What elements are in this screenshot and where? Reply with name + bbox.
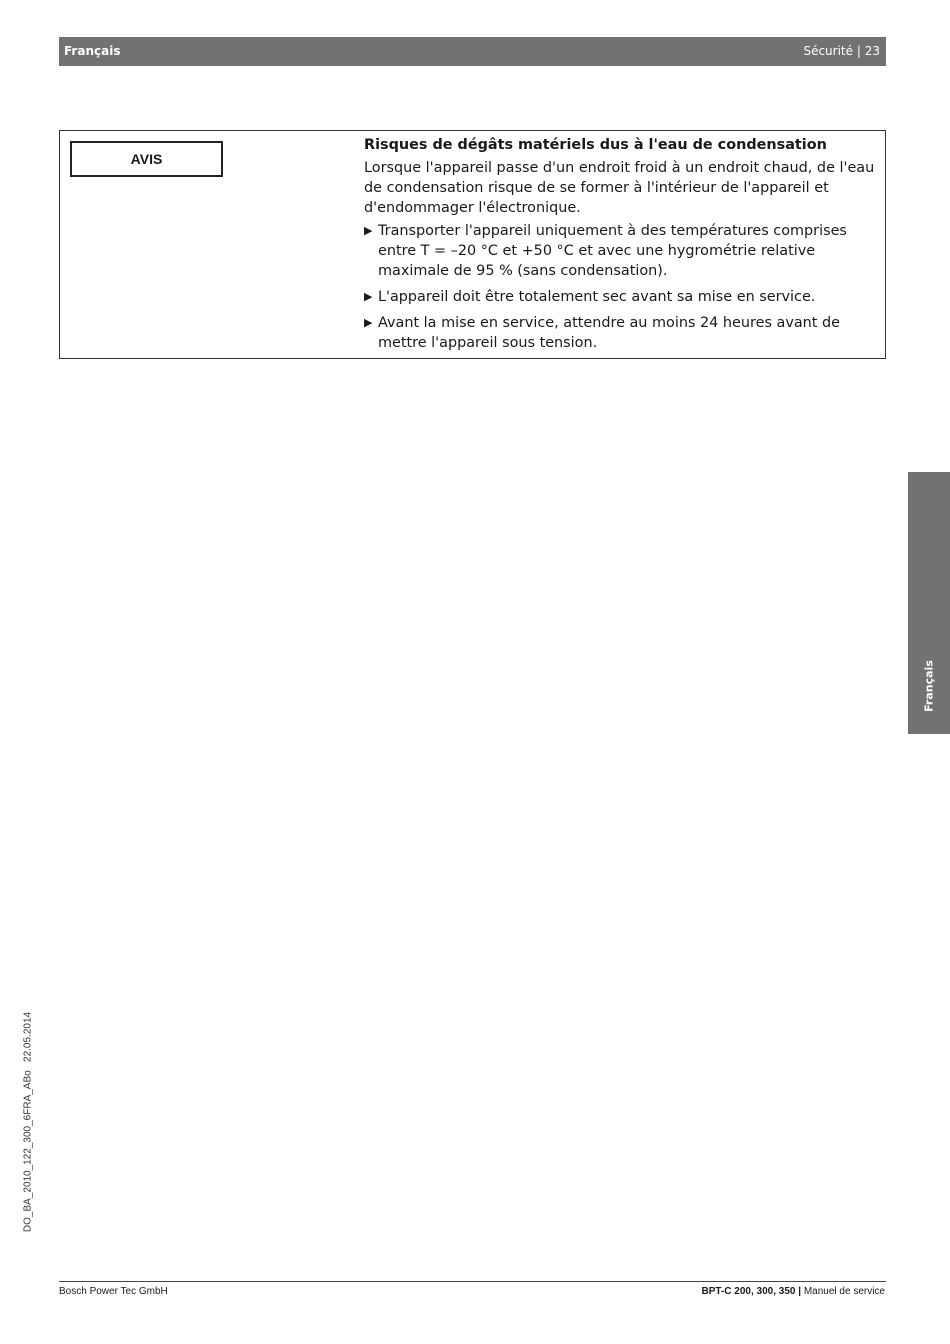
footer-product: BPT-C 200, 300, 350 <box>701 1286 796 1297</box>
header-page-number: 23 <box>864 44 880 58</box>
page-header-bar <box>59 37 886 66</box>
bullet-text: Transporter l'appareil uniquement à des températures comprises entre T = –20 °C et +50 °C et avec une hygrométrie relative maximale de 95 % (sans condensation). <box>378 223 847 279</box>
header-language: Français <box>64 44 121 58</box>
bullet-text: L'appareil doit être totalement sec avant sa mise en service. <box>378 289 816 305</box>
header-separator: | <box>856 44 861 58</box>
footer-manual: Manuel de service <box>803 1286 885 1297</box>
notice-bullet <box>364 221 876 281</box>
notice-text: Lorsque l'appareil passe d'un endroit froid à un endroit chaud, de l'eau de condensation risque de se former à l'intérieur de l'appareil et d'endommager l'électronique. <box>364 160 875 216</box>
notice-signal-word: AVIS <box>70 141 223 177</box>
notice-title: Risques de dégâts matériels dus à l'eau de condensation <box>364 137 827 153</box>
bullet-arrow-icon: ▶ <box>364 224 373 237</box>
footer-company: Bosch Power Tec GmbH <box>59 1286 168 1297</box>
notice-bullet-list <box>364 221 876 353</box>
document-id: DO_BA_2010_122_300_6FRA_ABo 22.05.2014 <box>22 1011 34 1233</box>
bullet-arrow-icon: ▶ <box>364 290 373 303</box>
notice-bullet <box>364 287 876 307</box>
bullet-text: Avant la mise en service, attendre au moins 24 heures avant de mettre l'appareil sous tension. <box>378 315 841 351</box>
side-language-tab <box>908 472 950 734</box>
side-tab-label: Français <box>922 660 936 712</box>
footer-divider <box>59 1281 886 1282</box>
notice-box <box>59 130 886 359</box>
notice-bullet <box>364 313 876 353</box>
bullet-arrow-icon: ▶ <box>364 316 373 329</box>
notice-content <box>364 135 876 359</box>
header-section-page <box>803 37 880 66</box>
footer-product-info <box>702 1286 885 1297</box>
footer-separator: | <box>798 1286 802 1297</box>
header-section: Sécurité <box>803 44 854 58</box>
